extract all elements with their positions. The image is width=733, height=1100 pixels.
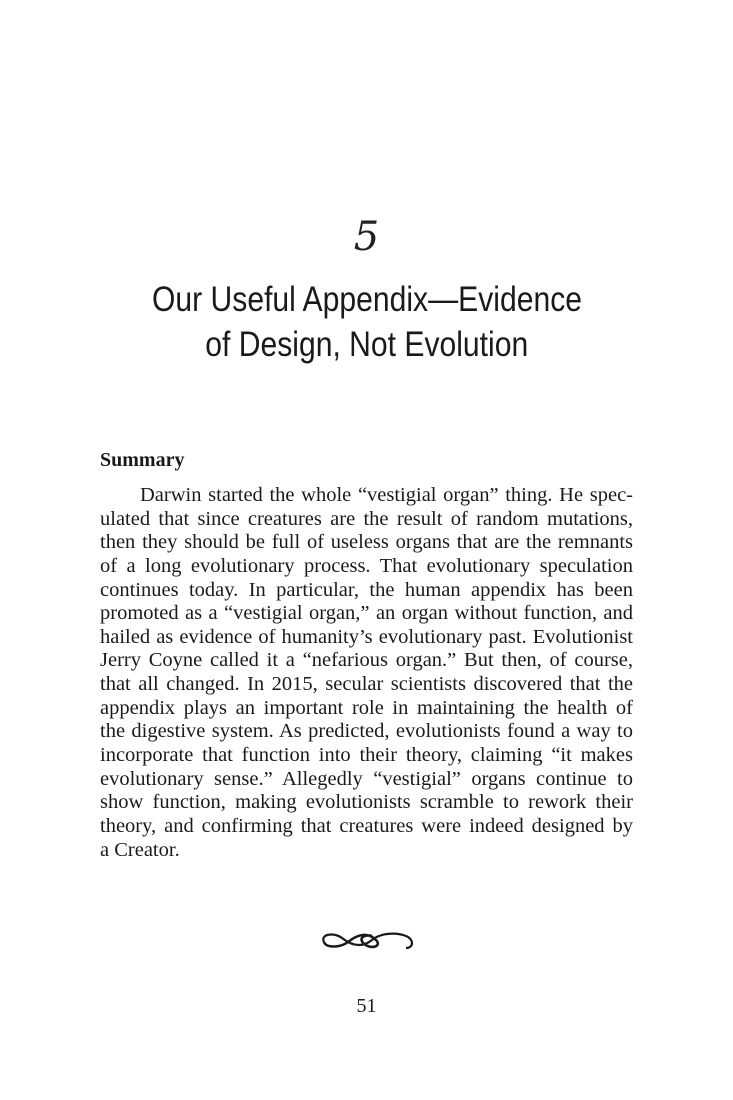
chapter-number: 5 bbox=[353, 214, 380, 260]
paragraph-line: the digestive system. As predicted, evolutionists found a way to bbox=[100, 720, 633, 743]
paragraph-line: a Creator. bbox=[100, 838, 180, 861]
paragraph-line: evolutionary sense.” Allegedly “vestigial” organs continue to bbox=[100, 767, 633, 790]
chapter-title-line-2 bbox=[0, 325, 733, 365]
paragraph-line: Jerry Coyne called it a “nefarious organ.” But then, of course, bbox=[100, 649, 633, 672]
paragraph-line: hailed as evidence of humanity’s evolutionary past. Evolutionist bbox=[100, 625, 633, 648]
paragraph-line: ulated that since creatures are the result of random mutations, bbox=[100, 507, 633, 530]
paragraph-line: Darwin started the whole “vestigial organ” thing. He spec- bbox=[140, 484, 633, 506]
summary-heading: Summary bbox=[100, 449, 185, 471]
paragraph-line: appendix plays an important role in maintaining the health of bbox=[100, 696, 633, 719]
paragraph-line: theory, and confirming that creatures were indeed designed by bbox=[100, 814, 633, 837]
paragraph-line: that all changed. In 2015, secular scientists discovered that the bbox=[100, 673, 633, 696]
paragraph-line: show function, making evolutionists scramble to rework their bbox=[100, 791, 633, 814]
chapter-title-line-1 bbox=[0, 280, 733, 320]
flourish-ornament-icon bbox=[316, 926, 416, 954]
chapter-title-text: of Design, Not Evolution bbox=[205, 325, 528, 364]
paragraph-line: then they should be full of useless organs that are the remnants bbox=[100, 531, 633, 554]
page-number: 51 bbox=[356, 995, 377, 1017]
summary-paragraph bbox=[100, 484, 633, 862]
paragraph-line: promoted as a “vestigial organ,” an organ without function, and bbox=[100, 602, 633, 625]
paragraph-line: continues today. In particular, the human appendix has been bbox=[100, 578, 633, 601]
paragraph-line: incorporate that function into their theory, claiming “it makes bbox=[100, 744, 633, 767]
chapter-title-text: Our Useful Appendix—Evidence bbox=[151, 280, 582, 319]
paragraph-line: of a long evolutionary process. That evolutionary speculation bbox=[100, 554, 633, 577]
